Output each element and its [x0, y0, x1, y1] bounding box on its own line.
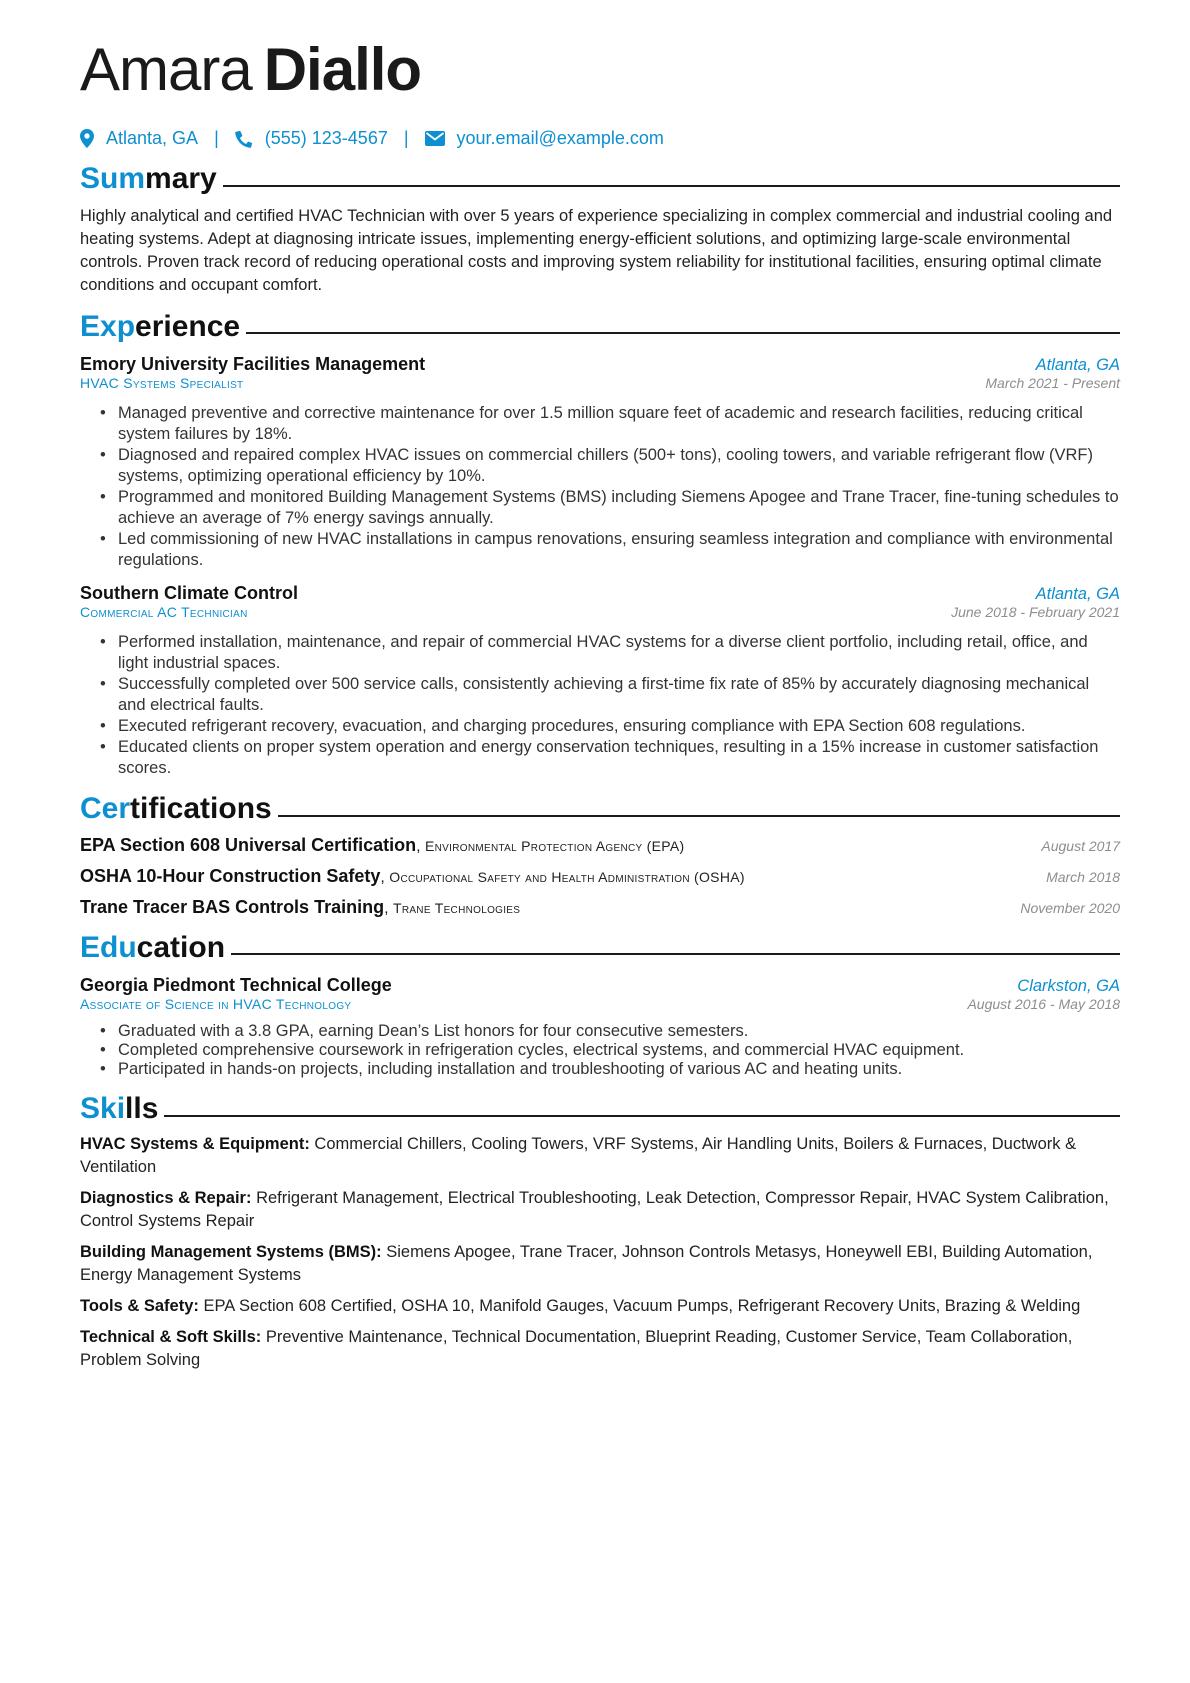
skill-label: HVAC Systems & Equipment:: [80, 1134, 310, 1153]
experience-section: [80, 311, 1120, 780]
contact-phone[interactable]: [235, 128, 388, 149]
school-location: Clarkston, GA: [1017, 977, 1120, 995]
contact-bar: [80, 128, 1120, 149]
certification-item: OSHA 10-Hour Construction Safety, Occupational Safety and Health Administration (OSHA) March 2018: [80, 865, 1120, 886]
skill-list: Refrigerant Management, Electrical Troubleshooting, Leak Detection, Compressor Repair, HVAC System Calibration, Control Systems Repair: [80, 1188, 1109, 1230]
map-pin-icon: [80, 129, 94, 148]
last-name: Diallo: [263, 36, 422, 103]
summary-section: [80, 163, 1120, 297]
employer-name: Southern Climate Control: [80, 583, 299, 603]
job-location: Atlanta, GA: [1035, 585, 1120, 603]
section-title: Education: [80, 930, 226, 964]
candidate-name: [80, 36, 1120, 103]
certifications-section: [80, 793, 1120, 918]
envelope-icon: [425, 131, 445, 146]
section-rule: [246, 332, 1120, 334]
skill-group: [80, 1326, 1120, 1372]
school-name: Georgia Piedmont Technical College: [80, 975, 392, 995]
bullet-item: • Participated in hands-on projects, including installation and troubleshooting of various AC and heating units.: [100, 1060, 1120, 1079]
section-header: [80, 932, 1120, 964]
phone-text: (555) 123-4567: [264, 128, 388, 148]
skill-label: Technical & Soft Skills:: [80, 1327, 262, 1346]
skill-list: Preventive Maintenance, Technical Documentation, Blueprint Reading, Customer Service, Team Collaboration, Problem Solving: [80, 1327, 1073, 1369]
section-rule: [278, 815, 1120, 817]
job-title: HVAC Systems Specialist: [80, 375, 244, 391]
cert-date: March 2018: [1046, 868, 1120, 885]
section-header: [80, 793, 1120, 825]
education-bullets: [80, 1022, 1120, 1079]
job-location: Atlanta, GA: [1035, 356, 1120, 374]
cert-name: OSHA 10-Hour Construction Safety: [80, 865, 381, 886]
skill-group: [80, 1133, 1120, 1179]
certification-item: EPA Section 608 Universal Certification, Environmental Protection Agency (EPA) August 2017: [80, 834, 1120, 855]
cert-name: EPA Section 608 Universal Certification: [80, 834, 417, 855]
contact-location: [80, 128, 198, 149]
cert-issuer: Occupational Safety and Health Administration (OSHA): [389, 868, 745, 885]
cert-name: Trane Tracer BAS Controls Training: [80, 896, 385, 917]
email-text: your.email@example.com: [456, 128, 664, 148]
skill-list: Siemens Apogee, Trane Tracer, Johnson Controls Metasys, Honeywell EBI, Building Automation, Energy Management Systems: [80, 1242, 1093, 1284]
section-rule: [231, 953, 1120, 955]
skills-section: [80, 1093, 1120, 1372]
bullet-item: • Successfully completed over 500 service calls, consistently achieving a first-time fix rate of 85% by accurately diagnosing mechanical and electrical faults.: [100, 674, 1120, 716]
phone-icon: [235, 130, 253, 148]
section-title: Experience: [80, 309, 241, 343]
job-entry: [80, 583, 1120, 779]
bullet-item: • Completed comprehensive coursework in refrigeration cycles, electrical systems, and commercial HVAC equipment.: [100, 1041, 1120, 1060]
education-dates: August 2016 - May 2018: [967, 996, 1120, 1012]
skill-list: EPA Section 608 Certified, OSHA 10, Manifold Gauges, Vacuum Pumps, Refrigerant Recovery Units, Brazing & Welding: [203, 1296, 1081, 1315]
contact-email[interactable]: [425, 128, 664, 149]
skill-group: [80, 1241, 1120, 1287]
section-title: Summary: [80, 162, 217, 195]
resume-content: [80, 36, 1120, 1372]
job-dates: March 2021 - Present: [985, 375, 1120, 391]
first-name: Amara: [80, 36, 252, 103]
summary-text: Highly analytical and certified HVAC Technician with over 5 years of experience specializing in complex commercial and industrial cooling and heating systems. Adept at diagnosing intricate issues, implementing energy-efficient solutions, and optimizing large-scale environmental controls. Proven track record of reducing operational costs and improving system reliability for institutional facilities, ensuring optimal climate conditions and occupant comfort.: [80, 206, 1113, 294]
skill-label: Tools & Safety:: [80, 1296, 199, 1315]
job-dates: June 2018 - February 2021: [951, 604, 1120, 620]
employer-name: Emory University Facilities Management: [80, 354, 426, 374]
section-title: Certifications: [80, 792, 272, 825]
section-rule: [223, 185, 1120, 187]
location-text: Atlanta, GA: [106, 128, 199, 148]
section-header: [80, 311, 1120, 343]
bullet-item: • Programmed and monitored Building Management Systems (BMS) including Siemens Apogee and Trane Tracer, fine-tuning schedules to achieve an average of 7% energy savings annually.: [100, 487, 1120, 529]
certification-item: Trane Tracer BAS Controls Training, Trane Technologies November 2020: [80, 896, 1120, 917]
bullet-item: • Graduated with a 3.8 GPA, earning Dean’s List honors for four consecutive semesters.: [100, 1022, 1120, 1041]
section-title: Skills: [80, 1092, 159, 1125]
skill-group: [80, 1187, 1120, 1233]
skill-label: Building Management Systems (BMS):: [80, 1242, 382, 1261]
job-bullets: [80, 632, 1120, 779]
education-entry: [80, 975, 1120, 1079]
bullet-item: • Diagnosed and repaired complex HVAC issues on commercial chillers (500+ tons), cooling towers, and variable refrigerant flow (VRF) systems, optimizing operational efficiency by 10%.: [100, 445, 1120, 487]
degree-name: Associate of Science in HVAC Technology: [80, 996, 352, 1012]
bullet-item: • Managed preventive and corrective maintenance for over 1.5 million square feet of academic and research facilities, reducing critical system failures by 18%.: [100, 403, 1120, 445]
bullet-item: • Executed refrigerant recovery, evacuation, and charging procedures, ensuring compliance with EPA Section 608 regulations.: [100, 716, 1120, 737]
contact-separator: |: [214, 128, 219, 148]
cert-date: November 2020: [1020, 899, 1120, 916]
skill-list: Commercial Chillers, Cooling Towers, VRF Systems, Air Handling Units, Boilers & Furnaces, Ductwork & Ventilation: [80, 1134, 1077, 1176]
job-entry: [80, 354, 1120, 571]
job-title: Commercial AC Technician: [80, 604, 248, 620]
cert-date: August 2017: [1041, 837, 1120, 854]
bullet-item: • Performed installation, maintenance, and repair of commercial HVAC systems for a diverse client portfolio, including retail, office, and light industrial spaces.: [100, 632, 1120, 674]
section-header: [80, 1093, 1120, 1125]
bullet-item: • Educated clients on proper system operation and energy conservation techniques, resulting in a 15% increase in customer satisfaction scores.: [100, 737, 1120, 779]
cert-issuer: Environmental Protection Agency (EPA): [425, 837, 685, 854]
bullet-item: • Led commissioning of new HVAC installations in campus renovations, ensuring seamless integration and compliance with environmental regulations.: [100, 529, 1120, 571]
skill-label: Diagnostics & Repair:: [80, 1188, 252, 1207]
section-header: [80, 163, 1120, 195]
job-bullets: [80, 403, 1120, 571]
section-rule: [164, 1115, 1120, 1117]
contact-separator: |: [403, 128, 409, 148]
skill-group: [80, 1295, 1120, 1318]
cert-issuer: Trane Technologies: [392, 899, 521, 916]
education-section: [80, 932, 1120, 1080]
